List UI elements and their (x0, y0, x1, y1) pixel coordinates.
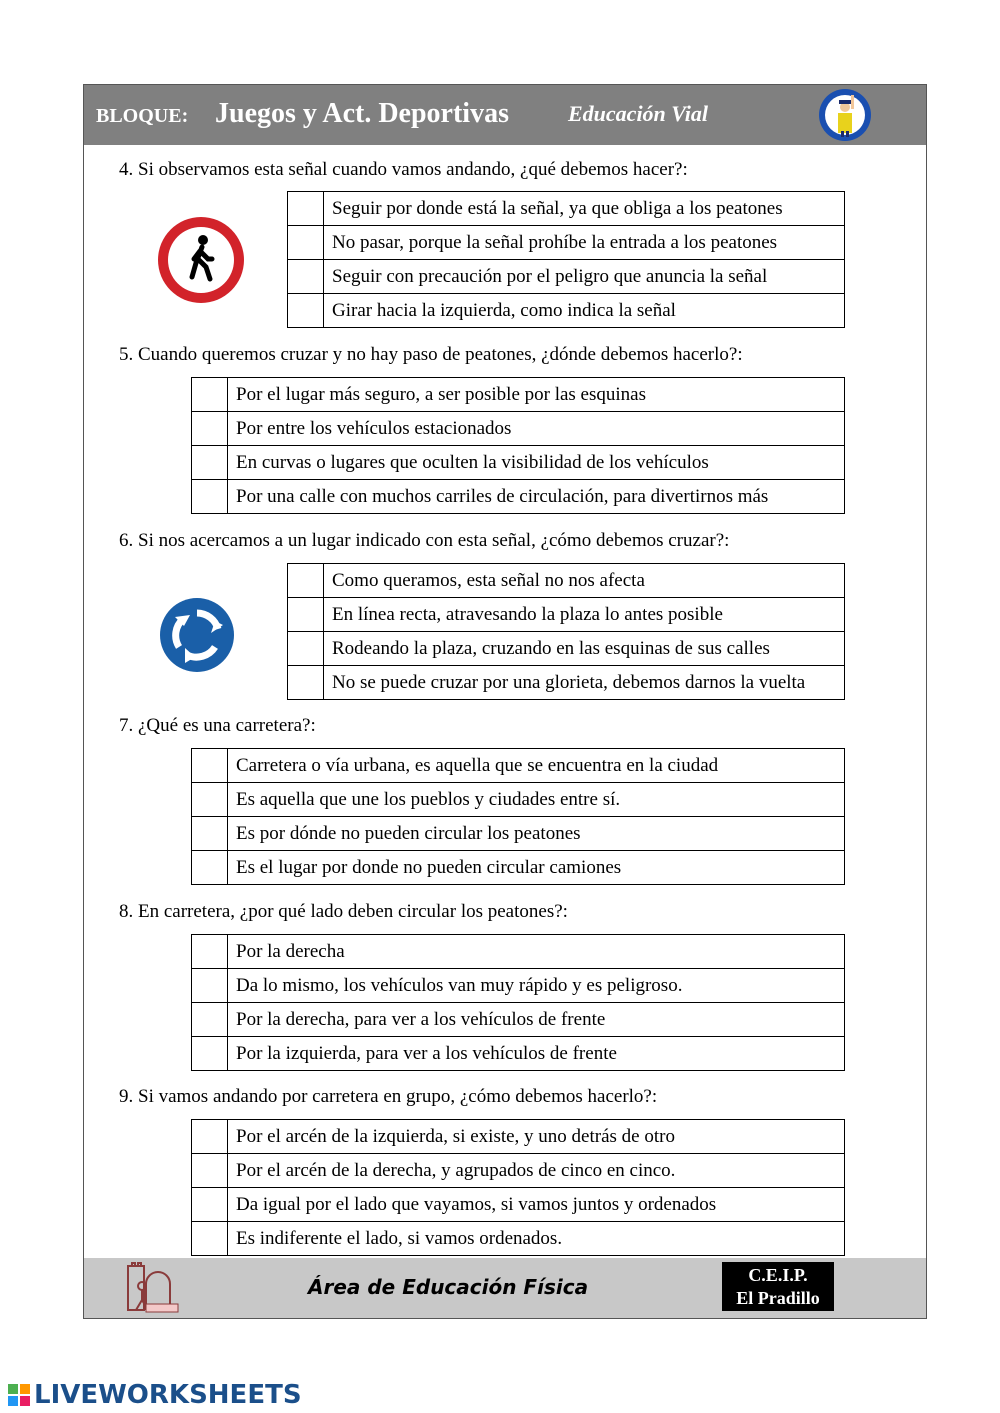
option-row[interactable] (192, 851, 845, 885)
option-row[interactable] (288, 294, 845, 328)
option-row[interactable] (288, 226, 845, 260)
option-text: No se puede cruzar por una glorieta, debemos darnos la vuelta (324, 666, 845, 700)
option-row[interactable] (288, 598, 845, 632)
block-label: BLOQUE: (96, 105, 189, 127)
question-9: 9. Si vamos andando por carretera en grupo, ¿cómo debemos hacerlo?: (119, 1086, 658, 1107)
option-row[interactable] (192, 1003, 845, 1037)
answer-box[interactable] (192, 446, 228, 480)
footer-bar (84, 1258, 926, 1318)
answer-box[interactable] (192, 1188, 228, 1222)
option-row[interactable] (192, 480, 845, 514)
area-title: Área de Educación Física (308, 1275, 589, 1299)
option-row[interactable] (192, 935, 845, 969)
options-table-9 (191, 1119, 845, 1256)
option-row[interactable] (192, 749, 845, 783)
option-row[interactable] (192, 378, 845, 412)
options-table-7 (191, 748, 845, 885)
options-table-8 (191, 934, 845, 1071)
answer-box[interactable] (192, 1003, 228, 1037)
question-6: 6. Si nos acercamos a un lugar indicado con esta señal, ¿cómo debemos cruzar?: (119, 530, 730, 551)
answer-box[interactable] (288, 598, 324, 632)
option-text: En curvas o lugares que oculten la visibilidad de los vehículos (228, 446, 845, 480)
option-text: Como queramos, esta señal no nos afecta (324, 564, 845, 598)
school-line-2: El Pradillo (736, 1288, 820, 1308)
options-table-5 (191, 377, 845, 514)
answer-box[interactable] (192, 1222, 228, 1256)
answer-box[interactable] (192, 412, 228, 446)
option-row[interactable] (192, 1222, 845, 1256)
answer-box[interactable] (192, 1120, 228, 1154)
option-text: Es el lugar por donde no pueden circular camiones (228, 851, 845, 885)
question-7: 7. ¿Qué es una carretera?: (119, 715, 316, 736)
block-title: Juegos y Act. Deportivas (215, 98, 509, 129)
answer-box[interactable] (192, 935, 228, 969)
header-bar (84, 85, 926, 145)
answer-box[interactable] (288, 192, 324, 226)
option-text: Por el arcén de la derecha, y agrupados de cinco en cinco. (228, 1154, 845, 1188)
option-text: Seguir por donde está la señal, ya que obliga a los peatones (324, 192, 845, 226)
option-row[interactable] (192, 446, 845, 480)
answer-box[interactable] (192, 749, 228, 783)
answer-box[interactable] (192, 817, 228, 851)
option-row[interactable] (288, 260, 845, 294)
liveworksheets-logo-icon (8, 1384, 30, 1406)
option-row[interactable] (288, 666, 845, 700)
option-row[interactable] (192, 412, 845, 446)
question-4: 4. Si observamos esta señal cuando vamos andando, ¿qué debemos hacer?: (119, 159, 688, 180)
option-row[interactable] (192, 783, 845, 817)
traffic-police-icon (817, 87, 873, 143)
subject-title: Educación Vial (568, 101, 708, 126)
roundabout-sign-icon (157, 595, 237, 675)
option-row[interactable] (192, 969, 845, 1003)
answer-box[interactable] (288, 260, 324, 294)
school-badge (722, 1262, 834, 1311)
option-text: Por la izquierda, para ver a los vehículos de frente (228, 1037, 845, 1071)
answer-box[interactable] (192, 378, 228, 412)
option-text: Da igual por el lado que vayamos, si vamos juntos y ordenados (228, 1188, 845, 1222)
option-row[interactable] (192, 1120, 845, 1154)
option-row[interactable] (288, 192, 845, 226)
option-row[interactable] (192, 1154, 845, 1188)
option-row[interactable] (192, 1188, 845, 1222)
option-text: Rodeando la plaza, cruzando en las esquinas de sus calles (324, 632, 845, 666)
option-text: Por el lugar más seguro, a ser posible por las esquinas (228, 378, 845, 412)
answer-box[interactable] (288, 226, 324, 260)
answer-box[interactable] (192, 480, 228, 514)
school-line-1: C.E.I.P. (748, 1265, 808, 1285)
option-text: Da lo mismo, los vehículos van muy rápido y es peligroso. (228, 969, 845, 1003)
option-text: Por el arcén de la izquierda, si existe, y uno detrás de otro (228, 1120, 845, 1154)
option-text: Es por dónde no pueden circular los peatones (228, 817, 845, 851)
school-castle-logo-icon (126, 1262, 182, 1314)
answer-box[interactable] (288, 564, 324, 598)
answer-box[interactable] (288, 632, 324, 666)
options-table-4 (287, 191, 845, 328)
option-text: No pasar, porque la señal prohíbe la entrada a los peatones (324, 226, 845, 260)
option-row[interactable] (288, 632, 845, 666)
option-text: En línea recta, atravesando la plaza lo antes posible (324, 598, 845, 632)
option-text: Girar hacia la izquierda, como indica la señal (324, 294, 845, 328)
question-8: 8. En carretera, ¿por qué lado deben circular los peatones?: (119, 901, 568, 922)
option-row[interactable] (288, 564, 845, 598)
brand-wordmark: LIVEWORKSHEETS (34, 1380, 302, 1410)
option-text: Seguir con precaución por el peligro que anuncia la señal (324, 260, 845, 294)
no-pedestrians-sign-icon (156, 215, 246, 305)
option-text: Es indiferente el lado, si vamos ordenados. (228, 1222, 845, 1256)
answer-box[interactable] (288, 294, 324, 328)
answer-box[interactable] (192, 1154, 228, 1188)
question-5: 5. Cuando queremos cruzar y no hay paso de peatones, ¿dónde debemos hacerlo?: (119, 344, 743, 365)
option-text: Por la derecha, para ver a los vehículos de frente (228, 1003, 845, 1037)
answer-box[interactable] (192, 969, 228, 1003)
options-table-6 (287, 563, 845, 700)
option-text: Por la derecha (228, 935, 845, 969)
option-row[interactable] (192, 1037, 845, 1071)
answer-box[interactable] (192, 1037, 228, 1071)
option-text: Por una calle con muchos carriles de circulación, para divertirnos más (228, 480, 845, 514)
answer-box[interactable] (288, 666, 324, 700)
answer-box[interactable] (192, 783, 228, 817)
option-text: Carretera o vía urbana, es aquella que se encuentra en la ciudad (228, 749, 845, 783)
option-text: Por entre los vehículos estacionados (228, 412, 845, 446)
answer-box[interactable] (192, 851, 228, 885)
option-text: Es aquella que une los pueblos y ciudades entre sí. (228, 783, 845, 817)
option-row[interactable] (192, 817, 845, 851)
worksheet (83, 84, 927, 1319)
